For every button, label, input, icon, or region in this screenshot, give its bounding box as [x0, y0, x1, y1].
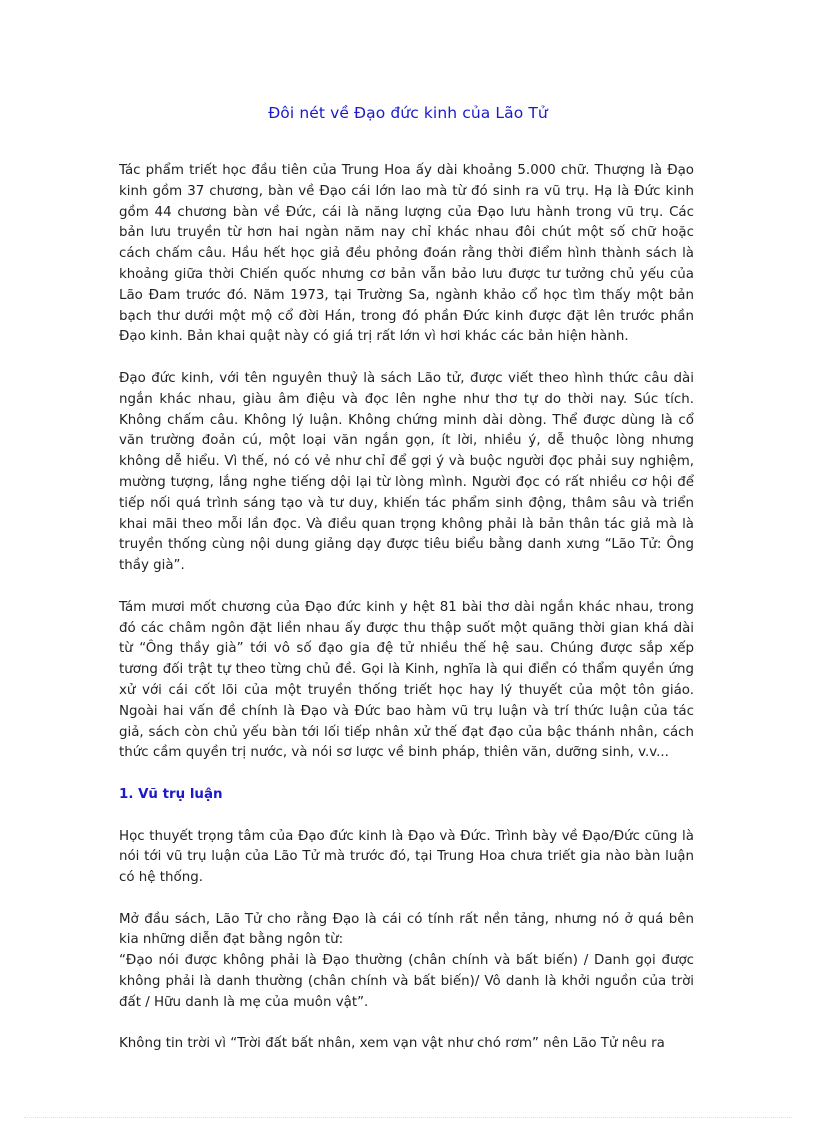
document-title: Đôi nét về Đạo đức kinh của Lão Tử — [268, 104, 548, 122]
document-body — [119, 161, 694, 1055]
section-paragraph-4: Không tin trời vì “Trời đất bất nhân, xem vạn vật như chó rơm” nên Lão Tử nêu ra — [119, 1036, 665, 1052]
page-bottom-divider — [24, 1117, 792, 1118]
paragraph-2: Đạo đức kinh, với tên nguyên thuỷ là sách Lão tử, được viết theo hình thức câu dài ngắn khác nhau, giàu âm điệu và đọc lên nghe như thơ tự do thời nay. Súc tích. Không chấm câu. Không lý luận. Không chứng minh dài dòng. Thể được dùng là cổ văn trường đoản cú, một loại văn ngắn gọn, ít lời, nhiều ý, dễ thuộc lòng nhưng không dễ hiểu. Vì thế, nó có vẻ như chỉ để gợi ý và buộc người đọc phải suy nghiệm, mường tượng, lắng nghe tiếng dội lại từ lòng mình. Người đọc có rất nhiều cơ hội để tiếp nối quá trình sáng tạo và tư duy, khiến tác phẩm sinh động, thâm sâu và triển khai mãi theo mỗi lần đọc. Và điều quan trọng không phải là bản thân tác giả mà là truyền thống cùng nội dung giảng dạy được tiêu biểu bằng danh xưng “Lão Tử: Ông thầy già”. — [119, 370, 694, 574]
paragraph-1: Tác phẩm triết học đầu tiên của Trung Hoa ấy dài khoảng 5.000 chữ. Thượng là Đạo kinh gồm 37 chương, bàn về Đạo cái lớn lao mà từ đó sinh ra vũ trụ. Hạ là Đức kinh gồm 44 chương bàn về Đức, cái là năng lượng của Đạo lưu hành trong vũ trụ. Các bản lưu truyền từ hơn hai ngàn năm nay chỉ khác nhau đôi chút một số chữ hoặc cách chấm câu. Hầu hết học giả đều phỏng đoán rằng thời điểm hình thành sách là khoảng giữa thời Chiến quốc nhưng cơ bản vẫn bảo lưu được tư tưởng chủ yếu của Lão Đam trước đó. Năm 1973, tại Trường Sa, ngành khảo cổ học tìm thấy một bản bạch thư dưới một mộ cổ đời Hán, trong đó phần Đức kinh được đặt lên trước phần Đạo kinh. Bản khai quật này có giá trị rất lớn vì hơi khác các bản hiện hành. — [119, 163, 694, 345]
quote-paragraph: “Đạo nói được không phải là Đạo thường (chân chính và bất biến) / Danh gọi được không phải là danh thường (chân chính và bất biến)/ Vô danh là khởi nguồn của trời đất / Hữu danh là mẹ của muôn vật”. — [119, 953, 694, 1010]
section-paragraph-2: Mở đầu sách, Lão Tử cho rằng Đạo là cái có tính rất nền tảng, nhưng nó ở quá bên kia những diễn đạt bằng ngôn từ: — [119, 911, 694, 948]
paragraph-3: Tám mươi mốt chương của Đạo đức kinh y hệt 81 bài thơ dài ngắn khác nhau, trong đó các châm ngôn đặt liền nhau ấy được thu thập suốt một quãng thời gian khá dài từ “Ông thầy già” tới vô số đạo gia đệ tử nhiều thế hệ sau. Chúng được sắp xếp tương đối trật tự theo từng chủ đề. Gọi là Kinh, nghĩa là qui điển có thẩm quyền ứng xử với cái cốt lõi của một truyền thống triết học hay lý thuyết của một tôn giáo. Ngoài hai vấn đề chính là Đạo và Đức bao hàm vũ trụ luận và trí thức luận của tác giả, sách còn chủ yếu bàn tới lối tiếp nhân xử thế đạt đạo của bậc thánh nhân, cách thức cầm quyền trị nước, và nói sơ lược về binh pháp, thiên văn, dưỡng sinh, v.v... — [119, 599, 694, 761]
section-paragraph-1: Học thuyết trọng tâm của Đạo đức kinh là Đạo và Đức. Trình bày về Đạo/Đức cũng là nói tới vũ trụ luận của Lão Tử mà trước đó, tại Trung Hoa chưa triết gia nào bàn luận có hệ thống. — [119, 828, 694, 886]
section-heading: 1. Vũ trụ luận — [119, 786, 223, 802]
